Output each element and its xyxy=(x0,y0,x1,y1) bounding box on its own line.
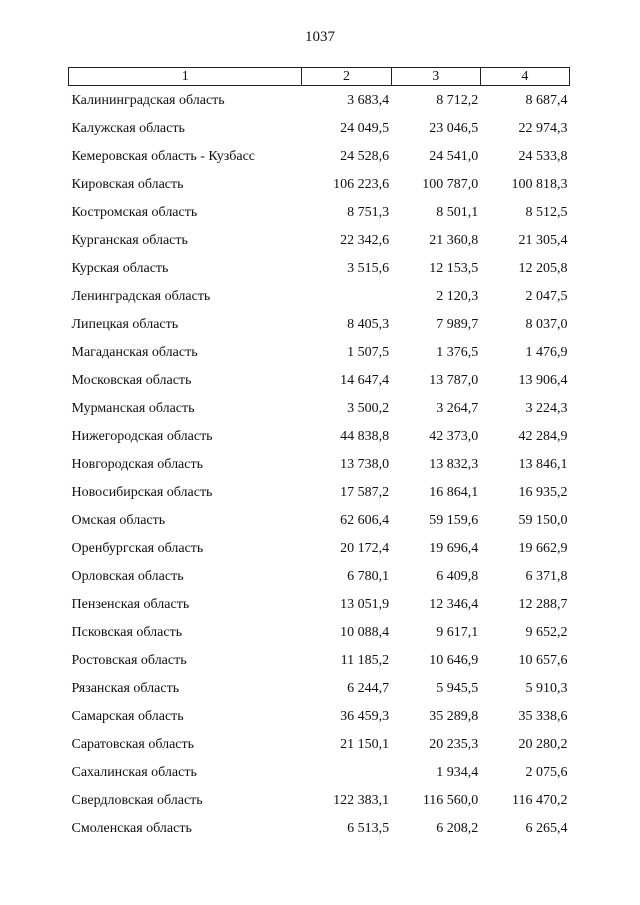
column-header-2: 2 xyxy=(302,68,391,86)
value-col4-cell: 100 818,3 xyxy=(511,177,568,192)
value-col3-cell: 12 153,5 xyxy=(429,261,479,276)
value-col2-cell: 11 185,2 xyxy=(340,653,390,668)
value-col3-cell: 8 712,2 xyxy=(436,92,479,108)
value-col4-cell: 12 288,7 xyxy=(518,597,568,612)
value-col3-cell: 21 360,8 xyxy=(429,233,479,248)
value-col2-cell: 3 500,2 xyxy=(347,401,390,416)
value-col3-cell: 13 832,3 xyxy=(429,457,479,472)
table-row xyxy=(69,675,570,703)
table-row xyxy=(69,815,570,843)
table-row xyxy=(69,479,570,507)
value-col4-cell: 19 662,9 xyxy=(518,541,568,556)
value-col3-cell: 2 120,3 xyxy=(436,289,479,304)
value-col3-cell: 20 235,3 xyxy=(429,737,479,752)
value-col2-cell: 10 088,4 xyxy=(340,625,390,640)
table-row xyxy=(69,535,570,563)
value-col2-cell xyxy=(302,759,391,787)
region-name-cell: Курская область xyxy=(71,261,169,276)
table-row xyxy=(69,86,570,116)
value-col4-cell: 21 305,4 xyxy=(518,233,568,248)
value-col3-cell: 100 787,0 xyxy=(422,177,479,192)
region-name-cell: Новосибирская область xyxy=(71,485,213,500)
value-col4-cell: 59 150,0 xyxy=(518,513,568,528)
table-row xyxy=(69,227,570,255)
value-col3-cell: 59 159,6 xyxy=(429,513,479,528)
value-col4-cell: 2 075,6 xyxy=(525,765,568,780)
table-row xyxy=(69,283,570,311)
value-col4-cell: 10 657,6 xyxy=(518,653,568,668)
data-table xyxy=(68,67,570,843)
value-col4-cell: 8 687,4 xyxy=(525,92,568,108)
region-name-cell: Магаданская область xyxy=(71,345,198,360)
value-col3-cell: 23 046,5 xyxy=(429,121,479,136)
column-header-1: 1 xyxy=(69,68,302,86)
column-header-4: 4 xyxy=(480,68,569,86)
value-col2-cell: 13 738,0 xyxy=(340,457,390,472)
value-col3-cell: 12 346,4 xyxy=(429,597,479,612)
value-col3-cell: 13 787,0 xyxy=(429,373,479,388)
region-name-cell: Калининградская область xyxy=(71,92,225,108)
table-row xyxy=(69,759,570,787)
value-col4-cell: 6 265,4 xyxy=(525,821,568,836)
table-row xyxy=(69,591,570,619)
value-col3-cell: 5 945,5 xyxy=(436,681,479,696)
value-col2-cell: 106 223,6 xyxy=(333,177,390,192)
value-col2-cell: 3 515,6 xyxy=(347,261,390,276)
table-row xyxy=(69,143,570,171)
value-col3-cell: 16 864,1 xyxy=(429,485,479,500)
table-row xyxy=(69,395,570,423)
region-name-cell: Липецкая область xyxy=(71,317,179,332)
value-col3-cell: 1 934,4 xyxy=(436,765,479,780)
column-header-3: 3 xyxy=(391,68,480,86)
region-name-cell: Калужская область xyxy=(71,121,185,136)
region-name-cell: Омская область xyxy=(71,513,166,528)
table-row xyxy=(69,619,570,647)
value-col4-cell: 116 470,2 xyxy=(512,793,568,808)
region-name-cell: Псковская область xyxy=(71,625,183,640)
value-col3-cell: 7 989,7 xyxy=(436,317,479,332)
region-name-cell: Нижегородская область xyxy=(71,429,213,444)
value-col4-cell: 22 974,3 xyxy=(518,121,568,136)
value-col4-cell: 9 652,2 xyxy=(525,625,568,640)
value-col2-cell: 8 751,3 xyxy=(347,205,390,220)
region-name-cell: Рязанская область xyxy=(71,681,180,696)
region-name-cell: Кировская область xyxy=(71,177,184,192)
region-name-cell: Саратовская область xyxy=(71,737,195,752)
region-name-cell: Ленинградская область xyxy=(71,289,211,304)
region-name-cell: Пензенская область xyxy=(71,597,190,612)
value-col4-cell: 13 846,1 xyxy=(518,457,568,472)
value-col2-cell: 122 383,1 xyxy=(333,793,390,808)
value-col2-cell: 6 780,1 xyxy=(347,569,390,584)
region-name-cell: Кемеровская область - Кузбасс xyxy=(71,149,256,164)
page-number: 1037 xyxy=(305,29,335,45)
value-col3-cell: 9 617,1 xyxy=(436,625,479,640)
table-row xyxy=(69,115,570,143)
value-col3-cell: 6 409,8 xyxy=(436,569,479,584)
value-col4-cell: 1 476,9 xyxy=(525,345,568,360)
table-row xyxy=(69,311,570,339)
table-row xyxy=(69,367,570,395)
table-row xyxy=(69,255,570,283)
value-col4-cell: 13 906,4 xyxy=(518,373,568,388)
value-col2-cell: 24 528,6 xyxy=(340,149,390,164)
value-col2-cell: 20 172,4 xyxy=(340,541,390,556)
region-name-cell: Ростовская область xyxy=(71,653,187,668)
value-col2-cell: 3 683,4 xyxy=(347,92,390,108)
value-col2-cell: 8 405,3 xyxy=(347,317,390,332)
region-name-cell: Московская область xyxy=(71,373,192,388)
value-col4-cell: 42 284,9 xyxy=(518,429,568,444)
table-row xyxy=(69,423,570,451)
table-row xyxy=(69,703,570,731)
value-col2-cell: 44 838,8 xyxy=(340,429,390,444)
table-header-row xyxy=(69,68,570,86)
value-col3-cell: 3 264,7 xyxy=(436,401,479,416)
table-row xyxy=(69,563,570,591)
value-col3-cell: 42 373,0 xyxy=(429,429,479,444)
region-name-cell: Костромская область xyxy=(71,205,198,220)
table-row xyxy=(69,507,570,535)
table-row xyxy=(69,451,570,479)
value-col4-cell: 12 205,8 xyxy=(518,261,568,276)
value-col2-cell: 36 459,3 xyxy=(340,709,390,724)
value-col2-cell: 6 513,5 xyxy=(347,821,390,836)
region-name-cell: Самарская область xyxy=(71,709,184,724)
value-col4-cell: 24 533,8 xyxy=(518,149,568,164)
value-col3-cell: 35 289,8 xyxy=(429,709,479,724)
value-col3-cell: 116 560,0 xyxy=(422,793,479,808)
value-col2-cell: 17 587,2 xyxy=(340,485,390,500)
value-col2-cell: 21 150,1 xyxy=(340,737,390,752)
value-col4-cell: 6 371,8 xyxy=(525,569,568,584)
value-col2-cell: 62 606,4 xyxy=(340,513,390,528)
value-col2-cell: 6 244,7 xyxy=(347,681,390,696)
value-col2-cell: 14 647,4 xyxy=(340,373,390,388)
value-col2-cell: 1 507,5 xyxy=(347,345,390,360)
value-col4-cell: 8 037,0 xyxy=(525,317,568,332)
table-row xyxy=(69,199,570,227)
value-col2-cell: 22 342,6 xyxy=(340,233,390,248)
value-col3-cell: 24 541,0 xyxy=(429,149,479,164)
table-row xyxy=(69,731,570,759)
table-row xyxy=(69,647,570,675)
table-row xyxy=(69,171,570,199)
value-col4-cell: 5 910,3 xyxy=(525,681,568,696)
value-col3-cell: 8 501,1 xyxy=(436,205,479,220)
value-col2-cell: 24 049,5 xyxy=(340,121,390,136)
value-col4-cell: 8 512,5 xyxy=(525,205,568,220)
region-name-cell: Орловская область xyxy=(71,569,184,584)
value-col4-cell: 2 047,5 xyxy=(525,289,568,304)
value-col4-cell: 20 280,2 xyxy=(518,737,568,752)
region-name-cell: Свердловская область xyxy=(71,793,203,808)
value-col4-cell: 35 338,6 xyxy=(518,709,568,724)
region-name-cell: Новгородская область xyxy=(71,457,203,472)
table-row xyxy=(69,339,570,367)
table-row xyxy=(69,787,570,815)
table-body xyxy=(69,86,570,844)
value-col4-cell: 3 224,3 xyxy=(525,401,568,416)
region-name-cell: Смоленская область xyxy=(71,821,192,836)
region-name-cell: Сахалинская область xyxy=(71,765,197,780)
region-name-cell: Оренбургская область xyxy=(71,541,204,556)
region-name-cell: Курганская область xyxy=(71,233,188,248)
value-col4-cell: 16 935,2 xyxy=(518,485,568,500)
region-name-cell: Мурманская область xyxy=(71,401,195,416)
value-col3-cell: 1 376,5 xyxy=(436,345,479,360)
value-col3-cell: 6 208,2 xyxy=(436,821,479,836)
value-col3-cell: 19 696,4 xyxy=(429,541,479,556)
value-col2-cell xyxy=(302,283,391,311)
value-col3-cell: 10 646,9 xyxy=(429,653,479,668)
value-col2-cell: 13 051,9 xyxy=(340,597,390,612)
